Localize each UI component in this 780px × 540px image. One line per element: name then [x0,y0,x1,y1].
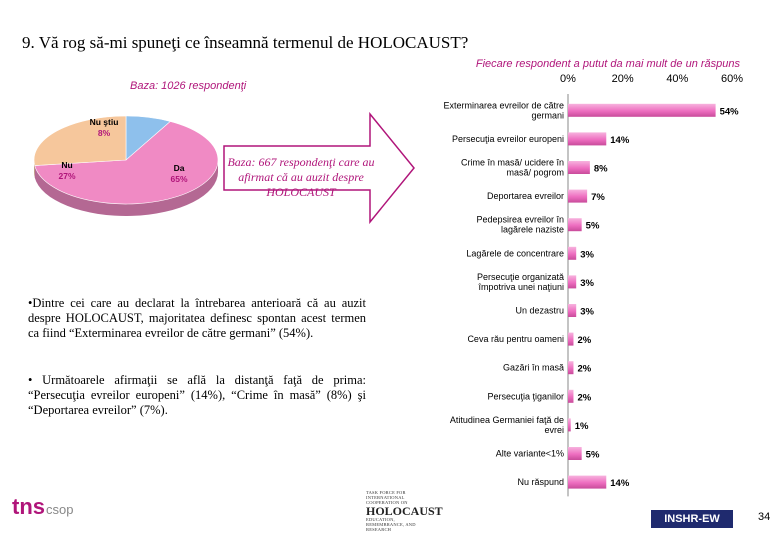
category-label: Atitudinea Germaniei faţă de evrei [449,414,564,435]
category-label: Ceva rău pentru oameni [467,334,564,345]
bar [568,190,587,203]
category-label: Lagărele de concentrare [466,248,564,259]
value-label: 3% [580,277,594,289]
inshr-badge: INSHR-EW [651,510,733,528]
page-title: 9. Vă rog să-mi spuneţi ce înseamnă termenul de HOLOCAUST? [22,33,469,52]
value-label: 5% [585,449,600,461]
bar [568,476,606,489]
bar [568,304,576,317]
task-force-logo: TASK FORCE FOR INTERNATIONAL COOPERATION ON HOLOCAUST EDUCATION, REMEMBRANCE, AND RESEARCH [366,490,443,532]
value-label: 3% [580,249,594,261]
base-all-respondents: Baza: 1026 respondenţi [130,80,247,92]
value-label: 1% [574,420,589,432]
pie-label-nu-stiu: Nu ştiu 8% [89,117,119,138]
x-tick-label: 0% [560,73,576,85]
tns-csop-logo: tnscsop [12,494,74,519]
value-label: 5% [585,220,600,232]
category-label: Exterminarea evreilor de către germani [443,100,564,121]
value-label: 2% [577,363,592,375]
arrow-base-text: Baza: 667 respondenţi care au afirmat că au auzit despre HOLOCAUST [227,155,375,199]
category-label: Nu răspund [517,477,564,488]
bar [568,218,582,231]
category-label: Alte variante<1% [495,448,564,459]
value-label: 14% [610,134,630,146]
multiple-answers-note: Fiecare respondent a putut da mai mult de un răspuns [475,58,740,70]
page-number: 34 [758,511,771,523]
bar [568,447,582,460]
bar [568,361,573,374]
value-label: 3% [580,306,594,318]
value-label: 2% [577,335,592,347]
category-label: Persecuţia ţiganilor [487,391,564,402]
commentary-paragraph-2: • Următoarele afirmaţii se află la distanţă faţă de prima: “Persecuţia evreilor europeni” (14%), “Crime în masă” (8%) şi “Deportarea evreilor” (7%). [28,373,366,417]
bar [568,390,573,403]
category-label: Crime în masă/ ucidere în masă/ pogrom [460,157,564,178]
value-label: 7% [591,192,605,204]
value-label: 54% [719,106,739,118]
pie-label-da: Da 65% [170,163,188,184]
category-label: Un dezastru [515,305,564,316]
x-tick-label: 20% [611,73,634,85]
category-label: Persecuţie organizată împotriva unei naţiuni [476,271,564,292]
commentary-paragraph-1: •Dintre cei care au declarat la întrebarea anterioară că au auzit despre HOLOCAUST, majoritatea definesc spontan acest termen ca fiind “Exterminarea evreilor de către germani” (54%). [28,296,366,340]
value-label: 14% [610,478,630,490]
bar [568,132,606,145]
x-tick-label: 60% [720,73,744,85]
bar [568,333,573,346]
category-label: Deportarea evreilor [486,191,564,202]
bar [568,247,576,260]
value-label: 8% [593,163,608,175]
value-label: 2% [577,392,592,404]
category-label: Gazări în masă [502,362,564,373]
pie-label-nu: Nu 27% [58,160,76,181]
category-label: Persecuţia evreilor europeni [451,133,564,144]
bar [568,275,576,288]
bar [568,161,590,174]
category-label: Pedepsirea evreilor în lagărele naziste [476,214,564,235]
bar [568,418,571,431]
bar [568,104,716,117]
definition-bar-chart [380,68,780,498]
x-tick-label: 40% [666,73,689,85]
